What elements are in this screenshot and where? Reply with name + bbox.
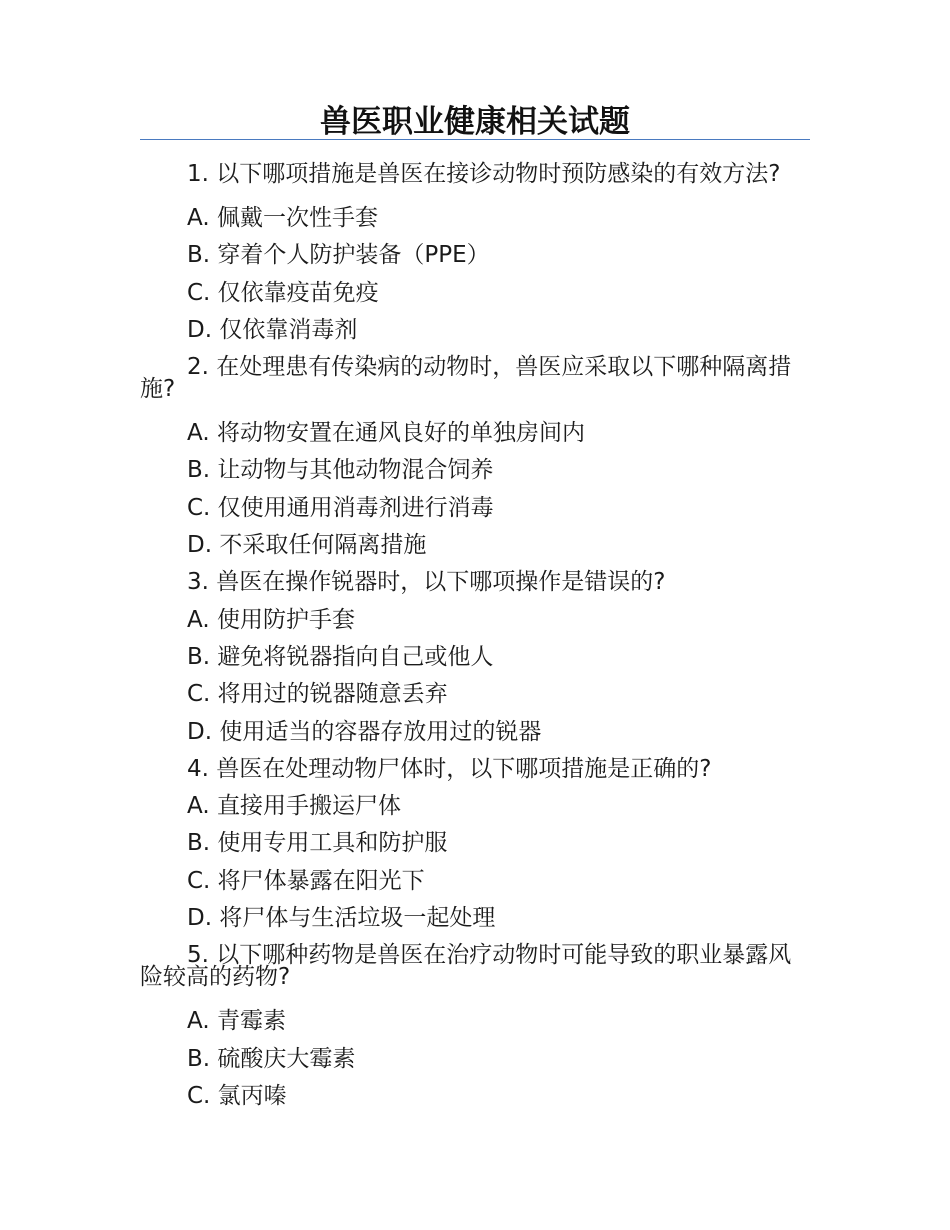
- question-block: [140, 156, 810, 349]
- answer-option: C. 仅使用通用消毒剂进行消毒: [187, 494, 494, 521]
- answer-option: D. 使用适当的容器存放用过的锐器: [187, 718, 542, 745]
- answer-option: A. 青霉素: [187, 1008, 286, 1035]
- answer-option: A. 直接用手搬运尸体: [187, 793, 401, 820]
- answer-option: A. 使用防护手套: [187, 606, 355, 633]
- answer-option: A. 将动物安置在通风良好的单独房间内: [187, 420, 585, 447]
- question-block: [140, 937, 810, 1115]
- question-text: 4. 兽医在处理动物尸体时，以下哪项措施是正确的?: [187, 755, 712, 782]
- document-title: 兽医职业健康相关试题: [320, 104, 630, 140]
- answer-option: D. 仅依靠消毒剂: [187, 316, 358, 343]
- answer-option: B. 硫酸庆大霉素: [187, 1045, 356, 1072]
- question-block: [140, 564, 810, 750]
- answer-option: C. 将用过的锐器随意丢弃: [187, 681, 448, 708]
- question-text: 5. 以下哪种药物是兽医在治疗动物时可能导致的职业暴露风险较高的药物?: [140, 942, 792, 991]
- answer-option: C. 仅依靠疫苗免疫: [187, 279, 379, 306]
- question-text: 3. 兽医在操作锐器时，以下哪项操作是错误的?: [187, 569, 666, 596]
- answer-option: C. 氯丙嗪: [187, 1082, 287, 1109]
- answer-option: B. 让动物与其他动物混合饲养: [187, 457, 494, 484]
- question-text: 1. 以下哪项措施是兽医在接诊动物时预防感染的有效方法?: [187, 161, 781, 187]
- answer-option: C. 将尸体暴露在阳光下: [187, 867, 425, 894]
- answer-option: D. 不采取任何隔离措施: [187, 532, 427, 559]
- title-underline: [140, 139, 810, 140]
- answer-option: B. 穿着个人防护装备（PPE）: [187, 242, 490, 269]
- answer-option: D. 将尸体与生活垃圾一起处理: [187, 905, 496, 932]
- question-list: [140, 156, 810, 1115]
- answer-option: A. 佩戴一次性手套: [187, 205, 378, 231]
- answer-option: B. 避免将锐器指向自己或他人: [187, 643, 494, 670]
- question-block: [140, 349, 810, 564]
- answer-option: B. 使用专用工具和防护服: [187, 830, 448, 857]
- question-block: [140, 751, 810, 937]
- question-text: 2. 在处理患有传染病的动物时，兽医应采取以下哪种隔离措施?: [140, 354, 792, 403]
